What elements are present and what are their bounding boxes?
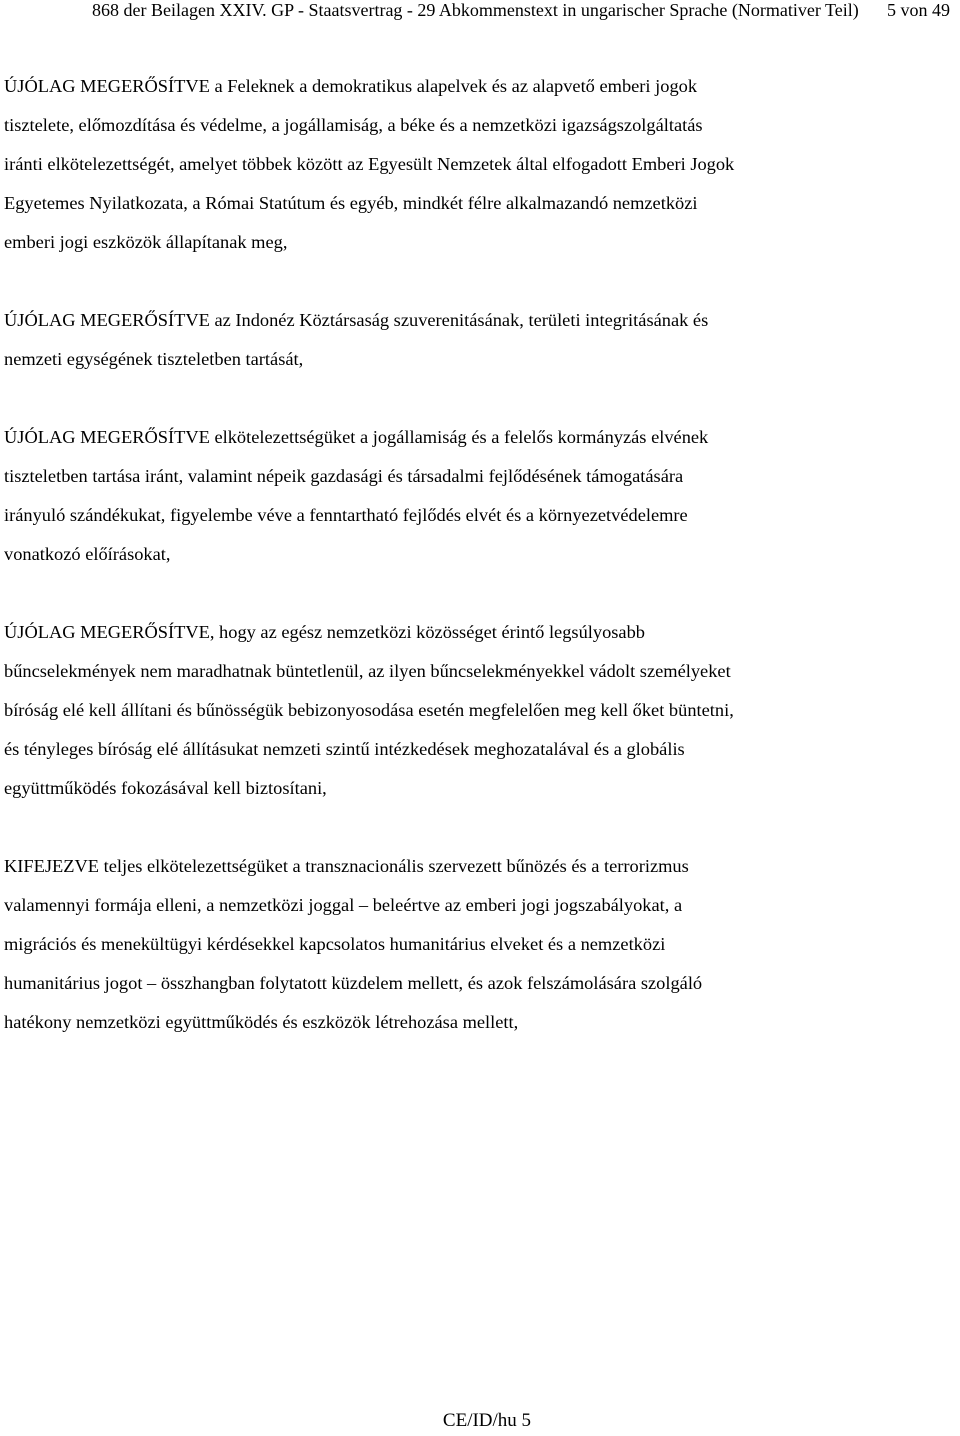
text-line: tiszteletben tartása iránt, valamint népeik gazdasági és társadalmi fejlődésének támogatására <box>4 466 684 486</box>
text-line: ÚJÓLAG MEGERŐSÍTVE elkötelezettségüket a jogállamiság és a felelős kormányzás elvének <box>4 427 709 447</box>
text-line: Egyetemes Nyilatkozata, a Római Statútum és egyéb, mindkét félre alkalmazandó nemzetközi <box>4 193 698 213</box>
text-line: vonatkozó előírásokat, <box>4 544 171 564</box>
text-line: tisztelete, előmozdítása és védelme, a jogállamiság, a béke és a nemzetközi igazságszolgáltatás <box>4 115 703 135</box>
text-line: migrációs és menekültügyi kérdésekkel kapcsolatos humanitárius elveket és a nemzetközi <box>4 934 666 954</box>
text-line: humanitárius jogot – összhangban folytatott küzdelem mellett, és azok felszámolására szolgáló <box>4 973 703 993</box>
document-body <box>4 67 954 1081</box>
text-line: ÚJÓLAG MEGERŐSÍTVE a Feleknek a demokratikus alapelvek és az alapvető emberi jogok <box>4 76 698 96</box>
text-line: irányuló szándékukat, figyelembe véve a fenntartható fejlődés elvét és a környezetvédelemre <box>4 505 688 525</box>
header-page-counter: 5 von 49 <box>887 0 950 20</box>
text-line: ÚJÓLAG MEGERŐSÍTVE, hogy az egész nemzetközi közösséget érintő legsúlyosabb <box>4 622 645 642</box>
text-line: iránti elkötelezettségét, amelyet többek között az Egyesült Nemzetek által elfogadott Emberi Jogok <box>4 154 735 174</box>
text-line: és tényleges bíróság elé állításukat nemzeti szintű intézkedések meghozatalával és a globális <box>4 739 685 759</box>
page-footer <box>0 1410 960 1432</box>
text-line: KIFEJEZVE teljes elkötelezettségüket a transznacionális szervezett bűnözés és a terrorizmus <box>4 856 689 876</box>
text-line: együttműködés fokozásával kell biztosítani, <box>4 778 327 798</box>
paragraph-3 <box>4 418 954 574</box>
page-header <box>8 0 956 22</box>
text-line: bűncselekmények nem maradhatnak büntetlenül, az ilyen bűncselekményekkel vádolt személyeket <box>4 661 731 681</box>
paragraph-5 <box>4 847 954 1042</box>
paragraph-4 <box>4 613 954 808</box>
header-document-title: 868 der Beilagen XXIV. GP - Staatsvertrag - 29 Abkommenstext in ungarischer Sprache (Normativer Teil) <box>92 0 859 20</box>
text-line: nemzeti egységének tiszteletben tartását, <box>4 349 304 369</box>
text-line: valamennyi formája elleni, a nemzetközi joggal – beleértve az emberi jogi jogszabályokat, a <box>4 895 683 915</box>
text-line: hatékony nemzetközi együttműködés és eszközök létrehozása mellett, <box>4 1012 519 1032</box>
paragraph-1 <box>4 67 954 262</box>
text-line: bíróság elé kell állítani és bűnösségük bebizonyosodása esetén megfelelően meg kell őket büntetni, <box>4 700 734 720</box>
footer-page-code: CE/ID/hu 5 <box>442 1410 532 1431</box>
text-line: ÚJÓLAG MEGERŐSÍTVE az Indonéz Köztársaság szuverenitásának, területi integritásának és <box>4 310 709 330</box>
text-line: emberi jogi eszközök állapítanak meg, <box>4 232 288 252</box>
paragraph-2 <box>4 301 954 379</box>
